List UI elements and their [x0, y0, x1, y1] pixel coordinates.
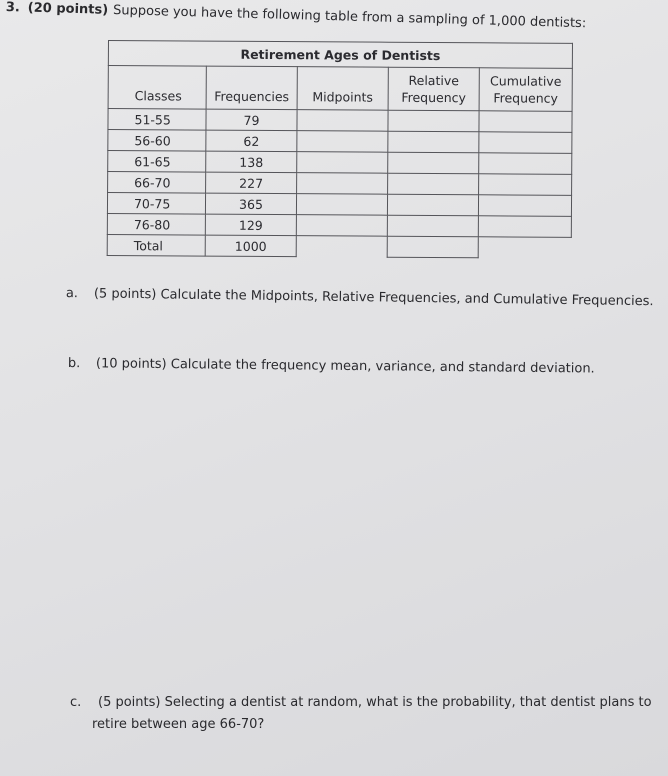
- class-cell: 61-65: [108, 151, 206, 173]
- midpoint-cell: [297, 131, 388, 153]
- table-row: [108, 172, 572, 196]
- header-midpoints: Midpoints: [297, 67, 388, 111]
- midpoint-cell: [296, 215, 387, 237]
- part-c-text-line2: retire between age 66-70?: [92, 717, 265, 732]
- header-relative-frequency: [388, 67, 479, 111]
- midpoint-cell: [296, 194, 387, 216]
- cumulative-frequency-cell: [478, 216, 571, 238]
- class-cell: 66-70: [108, 172, 206, 194]
- part-b-text: (10 points) Calculate the frequency mean, variance, and standard deviation.: [95, 356, 595, 377]
- question-points: (20 points): [27, 0, 109, 18]
- part-a-text: (5 points) Calculate the Midpoints, Relative Frequencies, and Cumulative Frequencies.: [93, 286, 654, 310]
- frequency-cell: 62: [206, 130, 297, 152]
- table-row: [108, 109, 572, 133]
- part-a: [66, 286, 654, 309]
- total-frequency: 1000: [205, 235, 296, 257]
- header-classes: Classes: [108, 66, 206, 110]
- frequency-cell: 365: [205, 193, 296, 215]
- relative-frequency-cell: [388, 110, 479, 132]
- total-relative-frequency-cell: [387, 236, 478, 258]
- cumulative-frequency-cell: [478, 195, 571, 217]
- cumulative-frequency-cell: [479, 153, 572, 175]
- midpoint-cell: [297, 152, 388, 174]
- retirement-ages-table: [107, 40, 573, 259]
- class-cell: 56-60: [108, 130, 206, 152]
- part-c-letter: c.: [70, 695, 82, 710]
- part-c-text-line1: (5 points) Selecting a dentist at random, what is the probability, that dentist plans to: [98, 695, 652, 710]
- part-b-letter: b.: [67, 356, 81, 372]
- frequency-cell: 79: [206, 109, 297, 131]
- total-midpoint-empty: [296, 236, 387, 258]
- table-row: [107, 213, 571, 237]
- table-row: [107, 193, 571, 217]
- part-c: [70, 692, 652, 736]
- table-row: [108, 151, 572, 175]
- frequency-cell: 129: [205, 214, 296, 236]
- class-cell: 51-55: [108, 109, 206, 131]
- header-frequencies: Frequencies: [206, 66, 297, 110]
- header-cumulative-line2: Frequency: [493, 90, 558, 106]
- header-cumulative-frequency: [479, 68, 572, 112]
- cumulative-frequency-cell: [479, 174, 572, 196]
- part-b: [68, 356, 595, 377]
- frequency-cell: 227: [206, 172, 297, 194]
- relative-frequency-cell: [388, 152, 479, 174]
- table-header-row: [108, 66, 572, 112]
- question-heading: [6, 0, 587, 31]
- question-number: 3.: [5, 0, 20, 16]
- question-prompt: Suppose you have the following table from a sampling of 1,000 dentists:: [112, 2, 587, 32]
- table-row: [108, 130, 572, 154]
- table-total-row: [107, 234, 571, 258]
- cumulative-frequency-cell: [479, 132, 572, 154]
- header-cumulative-line1: Cumulative: [490, 73, 562, 89]
- table-title: Retirement Ages of Dentists: [108, 41, 572, 69]
- total-cumulative-empty: [478, 237, 571, 259]
- part-a-letter: a.: [65, 286, 79, 302]
- relative-frequency-cell: [388, 131, 479, 153]
- relative-frequency-cell: [388, 173, 479, 195]
- frequency-cell: 138: [206, 151, 297, 173]
- midpoint-cell: [297, 110, 388, 132]
- header-relative-line1: Relative: [408, 72, 460, 89]
- header-relative-line2: Frequency: [401, 89, 466, 106]
- total-label: Total: [107, 234, 205, 256]
- retirement-table-container: [107, 40, 573, 259]
- midpoint-cell: [297, 173, 388, 195]
- cumulative-frequency-cell: [479, 111, 572, 133]
- relative-frequency-cell: [387, 194, 478, 216]
- relative-frequency-cell: [387, 215, 478, 237]
- class-cell: 76-80: [107, 213, 205, 235]
- class-cell: 70-75: [107, 193, 205, 215]
